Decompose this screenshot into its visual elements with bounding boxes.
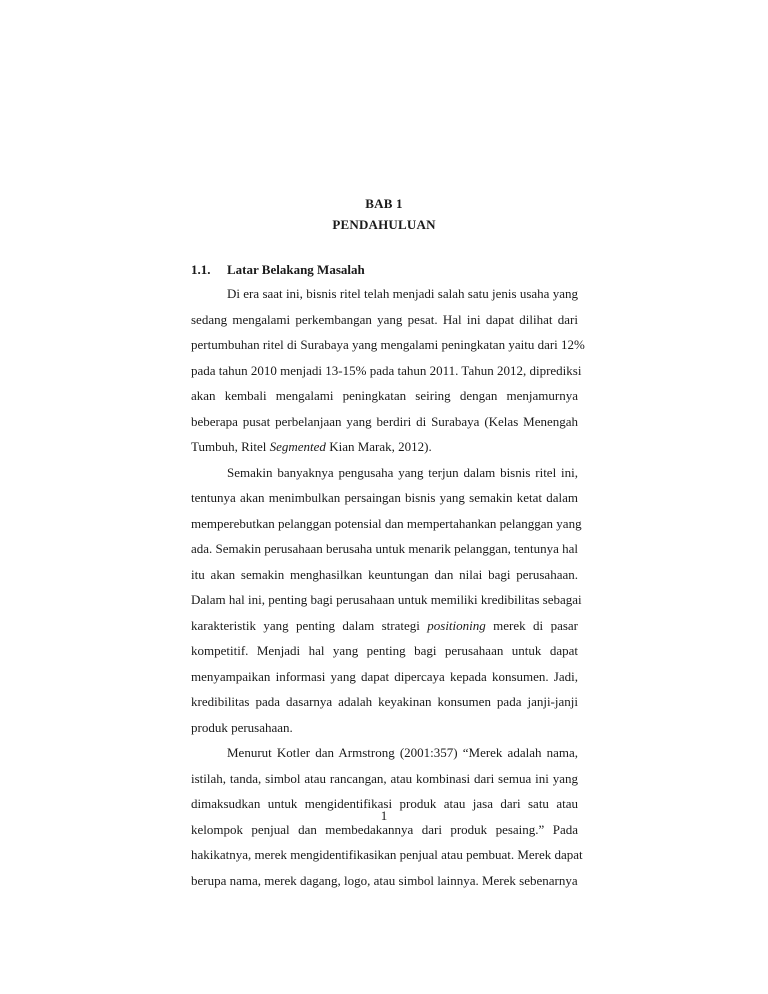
text-segment: hakikatnya, merek mengidentifikasikan penjual atau pembuat. Merek dapat [191,847,583,862]
text-segment: Dalam hal ini, penting bagi perusahaan untuk memiliki kredibilitas sebagai [191,592,582,607]
paragraph [191,281,585,460]
text-line [191,434,578,460]
text-segment: beberapa pusat perbelanjaan yang berdiri di Surabaya (Kelas Menengah [191,413,578,429]
text-line [191,383,578,409]
text-line [191,715,578,741]
text-line [191,638,578,664]
text-line [191,409,578,435]
section-title: Latar Belakang Masalah [227,262,365,277]
text-line [191,689,578,715]
text-line [191,460,578,486]
text-segment: istilah, tanda, simbol atau rancangan, atau kombinasi dari semua ini yang [191,770,578,786]
text-segment: Tumbuh, Ritel [191,439,270,454]
text-segment: kompetitif. Menjadi hal yang penting bagi perusahaan untuk dapat [191,643,578,658]
text-line [191,281,578,307]
text-segment: karakteristik yang penting dalam strategi [191,617,428,633]
chapter-number: BAB 1 [365,196,403,211]
chapter-title: PENDAHULUAN [332,217,436,232]
italic-term: positioning [427,617,486,633]
page-number: 1 [380,808,388,823]
text-line [191,664,578,690]
text-segment: Semakin banyaknya pengusaha yang terjun dalam bisnis ritel ini, [227,464,578,480]
text-segment: merek di pasar [485,617,578,633]
text-line [191,740,578,766]
text-line [191,562,578,588]
text-segment: Kian Marak, 2012). [325,439,432,454]
text-segment: memperebutkan pelanggan potensial dan mempertahankan pelanggan yang [191,515,582,531]
text-segment: produk perusahaan. [191,719,293,735]
text-segment: pada tahun 2010 menjadi 13-15% pada tahun 2011. Tahun 2012, diprediksi [191,362,582,378]
section-heading [191,262,365,278]
body-text [191,281,585,893]
text-line [191,587,582,613]
text-segment: kelompok penjual dan membedakannya dari produk pesaing.” Pada [191,821,578,837]
text-segment: itu akan semakin menghasilkan keuntungan dan nilai bagi perusahaan. [191,566,578,582]
text-line [191,511,582,537]
text-line [191,332,585,358]
paragraph [191,460,582,741]
text-segment: sedang mengalami perkembangan yang pesat. Hal ini dapat dilihat dari [191,311,578,327]
italic-term: Segmented [269,439,326,454]
text-segment: menyampaikan informasi yang dapat dipercaya kepada konsumen. Jadi, [191,668,578,684]
text-line [191,842,583,868]
section-number: 1.1. [191,262,211,277]
text-segment: kredibilitas pada dasarnya adalah keyakinan konsumen pada janji-janji [191,694,578,709]
text-segment: dimaksudkan untuk mengidentifikasi produk atau jasa dari satu atau [191,796,578,811]
text-segment: Menurut Kotler dan Armstrong (2001:357) “Merek adalah nama, [227,745,578,760]
text-line [191,485,578,511]
text-segment: berupa nama, merek dagang, logo, atau simbol lainnya. Merek sebenarnya [191,872,578,888]
text-line [191,613,578,639]
text-segment: ada. Semakin perusahaan berusaha untuk menarik pelanggan, tentunya hal [191,541,578,556]
text-segment: akan kembali mengalami peningkatan seiring dengan menjamurnya [191,388,578,403]
text-line [191,307,578,333]
text-line [191,766,578,792]
text-segment: tentunya akan menimbulkan persaingan bisnis yang semakin ketat dalam [191,490,578,505]
text-line [191,358,582,384]
text-line [191,868,578,894]
text-line [191,536,578,562]
text-segment: Di era saat ini, bisnis ritel telah menjadi salah satu jenis usaha yang [227,286,578,301]
text-segment: pertumbuhan ritel di Surabaya yang mengalami peningkatan yaitu dari 12% [191,337,585,352]
